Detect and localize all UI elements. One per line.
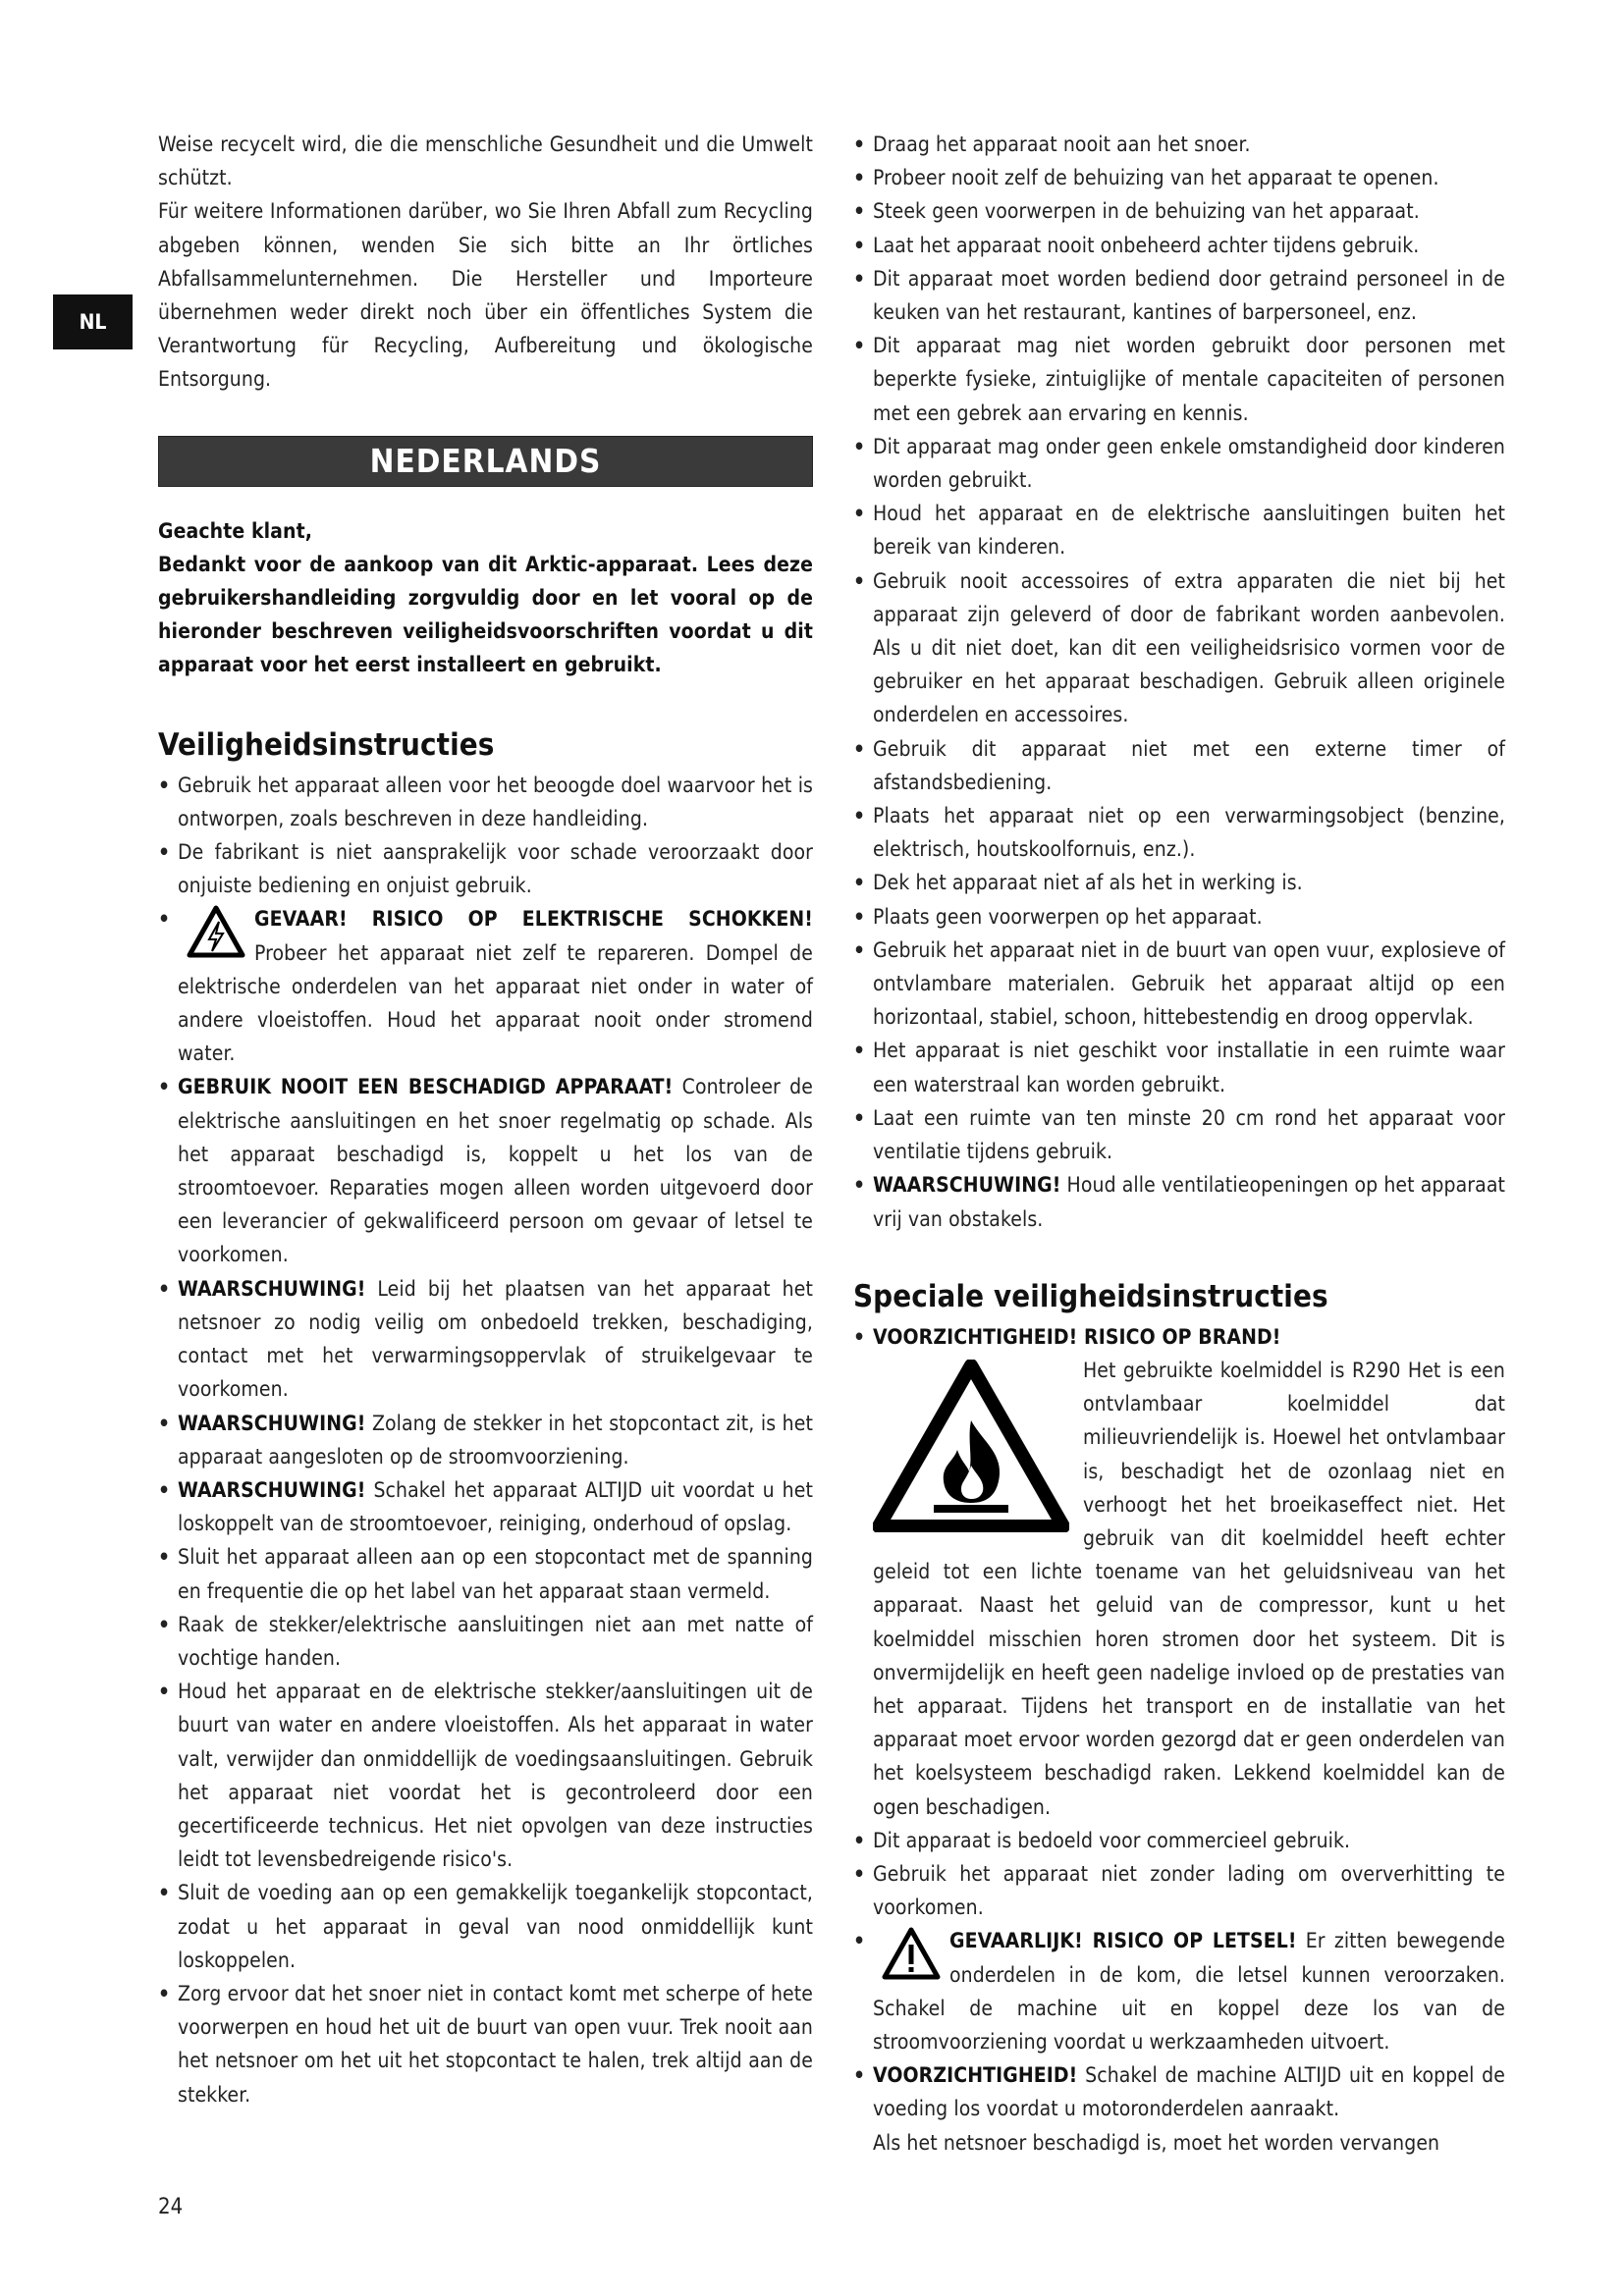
list-item [853, 1924, 1505, 2058]
list-item [853, 430, 1505, 497]
item-text: Probeer het apparaat niet zelf te repareren. Dompel de elektrische onderdelen van het apparaat niet onder in water of andere vloeistoffen. Houd het apparaat nooit onder stromend water. [178, 940, 813, 1066]
intro-paragraph: Bedankt voor de aankoop van dit Arktic-apparaat. Lees deze gebruikershandleiding zorgvuldig door en let vooral op de hieronder beschreven veiligheidsvoorschriften voordat u dit apparaat voor het eerst installeert en gebruikt. [158, 552, 813, 677]
item-text: Gebruik het apparaat niet in de buurt van open vuur, explosieve of ontvlambare materialen. Gebruik het apparaat altijd op een horizontaal, stabiel, schoon, hittebestendig en droog oppervlak. [873, 937, 1505, 1030]
item-text: Plaats geen voorwerpen op het apparaat. [873, 904, 1263, 929]
warning-keyword: VOORZICHTIGHEID! [873, 2063, 1078, 2088]
item-text: De fabrikant is niet aansprakelijk voor schade veroorzaakt door onjuiste bediening en onjuist gebruik. [178, 840, 813, 898]
safety-list-continued [853, 128, 1505, 1236]
right-column [853, 128, 1505, 2160]
list-item [853, 128, 1505, 161]
list-item [853, 1168, 1505, 1235]
list-item [158, 1407, 813, 1473]
greeting: Geachte klant, [158, 518, 312, 543]
list-item [853, 329, 1505, 430]
list-item [853, 497, 1505, 563]
item-text: Controleer de elektrische aansluitingen en het snoer regelmatig op schade. Als het apparaat beschadigd is, koppelt u het los van de stroomtoevoer. Reparaties mogen alleen worden uitgevoerd door een leverancier of gekwalificeerd persoon om gevaar of letsel te voorkomen. [178, 1075, 814, 1267]
item-text: Laat het apparaat nooit onbeheerd achter tijdens gebruik. [873, 233, 1420, 257]
list-item [158, 835, 813, 902]
list-item [853, 1034, 1505, 1100]
warning-keyword: GEBRUIK NOOIT EEN BESCHADIGD APPARAAT! [178, 1075, 674, 1099]
item-text: Dek het apparaat niet af als het in werking is. [873, 871, 1303, 895]
list-item [853, 732, 1505, 799]
item-text: Probeer nooit zelf de behuizing van het apparaat te openen. [873, 166, 1439, 190]
item-text: Sluit de voeding aan op een gemakkelijk toegankelijk stopcontact, zodat u het apparaat in geval van nood onmiddellijk kunt loskoppelen. [178, 1881, 813, 1972]
item-text: Dit apparaat mag niet worden gebruikt door personen met beperkte fysieke, zintuiglijke of mentale capaciteiten of personen met een gebrek aan ervaring en kennis. [873, 334, 1505, 425]
item-text: Draag het apparaat nooit aan het snoer. [873, 133, 1251, 156]
list-item [158, 1608, 813, 1675]
item-text: Raak de stekker/elektrische aansluitingen niet aan met natte of vochtige handen. [178, 1612, 813, 1670]
fire-warning-text: Het gebruikte koelmiddel is R290 Het is een ontvlambaar koelmiddel dat milieuvriendelijk is. Hoewel het ontvlambaar is, beschadigt het de ozonlaag niet en verhoogt het het broeikaseffect niet. Het gebruik van dit koelmiddel heeft echter geleid tot een lichte toename van het geluidsniveau van het apparaat. Naast het geluid van de compressor, kunt u het koelmiddel misschien horen stromen door het systeem. Dit is onvermijdelijk en heeft geen nadelige invloed op de prestaties van het apparaat. Tijdens het transport en de installatie van het apparaat moet ervoor worden gezorgd dat er geen onderdelen van het koelsysteem beschadigd raken. Lekkend koelmiddel kan de ogen beschadigen. [873, 1358, 1505, 1819]
list-item [853, 934, 1505, 1035]
left-column [158, 128, 813, 2111]
list-item [853, 262, 1505, 329]
fire-warning-keyword: VOORZICHTIGHEID! RISICO OP BRAND! [873, 1324, 1281, 1349]
warning-keyword: GEVAARLIJK! RISICO OP LETSEL! [949, 1929, 1297, 1953]
item-text: Houd het apparaat en de elektrische aansluitingen buiten het bereik van kinderen. [873, 502, 1505, 560]
safety-list [158, 769, 813, 2111]
list-item [853, 1857, 1505, 1924]
section-banner: NEDERLANDS [158, 436, 813, 487]
list-item [158, 1876, 813, 1977]
item-text: Zorg ervoor dat het snoer niet in contact komt met scherpe of hete voorwerpen en houd het uit de buurt van open vuur. Trek nooit aan het netsnoer om het uit het stopcontact te halen, trek altijd aan de stekker. [178, 1981, 813, 2107]
item-text: Gebruik dit apparaat niet met een externe timer of afstandsbediening. [873, 736, 1505, 794]
warning-keyword: WAARSCHUWING! [178, 1276, 366, 1301]
item-text: Dit apparaat mag onder geen enkele omstandigheid door kinderen worden gebruikt. [873, 434, 1505, 493]
list-item [158, 769, 813, 835]
list-item [158, 1272, 813, 1407]
list-item [158, 1070, 813, 1271]
safety-list-extra [853, 1824, 1505, 2126]
list-item [853, 194, 1505, 228]
fire-warning-list [853, 1320, 1505, 1824]
list-item [158, 902, 813, 1070]
list-item [853, 799, 1505, 866]
item-text: Sluit het apparaat alleen aan op een stopcontact met de spanning en frequentie die op het label van het apparaat staan vermeld. [178, 1545, 813, 1603]
fire-warning-item [853, 1320, 1505, 1824]
list-item [853, 161, 1505, 194]
flammable-warning-icon [873, 1360, 1069, 1532]
item-text: Houd het apparaat en de elektrische stekker/aansluitingen uit de buurt van water en andere vloeistoffen. Als het apparaat in water valt, verwijder dan onmiddellijk de voedingsaansluitingen. Gebruik het apparaat niet voordat het is gecontroleerd door een gecertificeerde technicus. Het niet opvolgen van deze instructies leidt tot levensbedreigende risico's. [178, 1680, 813, 1872]
german-paragraph-2: Für weitere Informationen darüber, wo Sie Ihren Abfall zum Recycling abgeben können, wenden Sie sich bitte an Ihr örtliches Abfallsammelunternehmen. Die Hersteller und Importeure übernehmen weder direkt noch über ein öffentliches System die Verantwortung für Recycling, Aufbereitung und ökologische Entsorgung. [158, 199, 813, 392]
item-text: Gebruik het apparaat niet zonder lading om oververhitting te voorkomen. [873, 1861, 1505, 1920]
warning-keyword: GEVAAR! RISICO OP ELEKTRISCHE SCHOKKEN! [254, 907, 813, 932]
item-text: Er zitten bewegende onderdelen in de kom, die letsel kunnen veroorzaken. Schakel de machine uit en koppel deze los van de stroomvoorziening voordat u werkzaamheden uitvoert. [873, 1929, 1505, 2054]
list-item [853, 564, 1505, 732]
list-item [853, 866, 1505, 899]
item-text: Schakel de machine ALTIJD uit en koppel de voeding los voordat u motoronderdelen aanraakt. [873, 2063, 1505, 2121]
warning-keyword: WAARSCHUWING! [178, 1477, 366, 1502]
list-item [158, 1977, 813, 2111]
item-text: Dit apparaat is bedoeld voor commercieel gebruik. [873, 1828, 1351, 1852]
list-item [158, 1540, 813, 1607]
warning-keyword: WAARSCHUWING! [873, 1173, 1061, 1198]
electric-warning-icon [186, 904, 246, 959]
list-item [853, 1101, 1505, 1168]
item-text: Leid bij het plaatsen van het apparaat het netsnoer zo nodig veilig om onbedoeld trekken, beschadiging, contact met het verwarmingsoppervlak of struikelgevaar te voorkomen. [178, 1276, 813, 1402]
list-item [158, 1675, 813, 1876]
list-item [158, 1473, 813, 1540]
item-text: Laat een ruimte van ten minste 20 cm rond het apparaat voor ventilatie tijdens gebruik. [873, 1105, 1505, 1164]
item-text: Houd alle ventilatieopeningen op het apparaat vrij van obstakels. [873, 1173, 1506, 1231]
list-item [853, 229, 1505, 262]
item-text: Plaats het apparaat niet op een verwarmingsobject (benzine, elektrisch, houtskoolfornuis, enz.). [873, 804, 1505, 862]
list-item [853, 1824, 1505, 1857]
item-text: Dit apparaat moet worden bediend door getraind personeel in de keuken van het restaurant, kantines of barpersoneel, enz. [873, 266, 1505, 325]
item-text: Zolang de stekker in het stopcontact zit, is het apparaat aangesloten op de stroomvoorziening. [178, 1411, 813, 1468]
item-text: Gebruik nooit accessoires of extra apparaten die niet bij het apparaat zijn geleverd of door de fabrikant worden aanbevolen. Als u dit niet doet, kan dit een veiligheidsrisico vormen voor de gebruiker en het apparaat beschadigen. Gebruik alleen originele onderdelen en accessoires. [873, 568, 1505, 727]
safety-heading: Veiligheidsinstructies [158, 726, 495, 763]
item-text: Schakel het apparaat ALTIJD uit voordat u het loskoppelt van de stroomtoevoer, reiniging, onderhoud of opslag. [178, 1477, 813, 1536]
warning-keyword: WAARSCHUWING! [178, 1411, 366, 1435]
item-text: Steek geen voorwerpen in de behuizing van het apparaat. [873, 199, 1420, 224]
german-paragraph-1: Weise recycelt wird, die die menschliche Gesundheit und die Umwelt schützt. [158, 133, 813, 190]
list-item [853, 900, 1505, 934]
general-warning-icon [881, 1926, 942, 1981]
list-item [853, 2058, 1505, 2125]
item-text: Gebruik het apparaat alleen voor het beoogde doel waarvoor het is ontworpen, zoals beschreven in deze handleiding. [178, 773, 813, 830]
item-text: Het apparaat is niet geschikt voor installatie in een ruimte waar een waterstraal kan worden gebruikt. [873, 1039, 1505, 1096]
special-safety-heading: Speciale veiligheidsinstructies [853, 1278, 1328, 1314]
trailing-text: Als het netsnoer beschadigd is, moet het worden vervangen [873, 2130, 1440, 2155]
language-tab: NL [53, 294, 133, 349]
page-number: 24 [158, 2195, 184, 2219]
